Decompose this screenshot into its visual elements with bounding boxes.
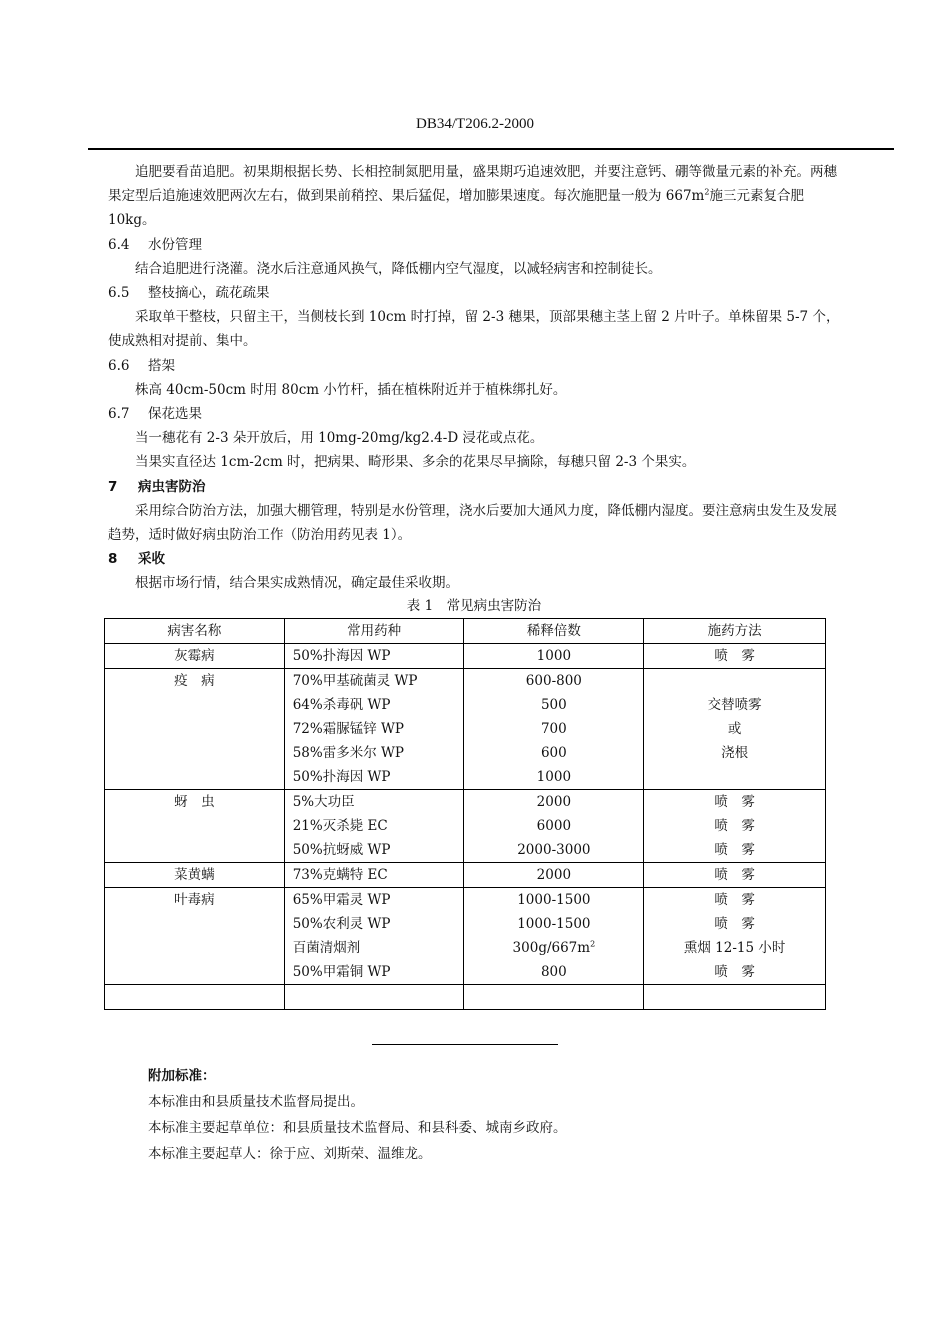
- drug-cell: 5%大功臣 21%灭杀毙 EC 50%抗蚜威 WP: [284, 790, 464, 863]
- header-cell: 病害名称: [105, 619, 285, 644]
- drug-cell: 73%克螨特 EC: [284, 863, 464, 888]
- dilution-cell: 2000 6000 2000-3000: [464, 790, 644, 863]
- section-heading: 6.4 水份管理: [108, 236, 202, 253]
- table-row: [105, 888, 826, 985]
- section-paragraph: 采用综合防治方法，加强大棚管理，特别是水份管理，浇水后要加大通风力度，降低棚内湿度。要注意病虫发生及发展趋势，适时做好病虫防治工作（防治用药见表 1）。: [108, 502, 837, 544]
- table-header-row: [105, 619, 826, 644]
- appendix-line: 本标准主要起草人：徐于应、刘斯荣、温维龙。: [148, 1146, 432, 1162]
- table-row: [105, 790, 826, 863]
- document-code-header: DB34/T206.2-2000: [416, 116, 534, 132]
- intro-paragraph: [108, 160, 840, 233]
- dilution-with-sup: $300g/667m^2$: [512, 939, 596, 956]
- table-empty-row: [105, 985, 826, 1010]
- end-rule: [372, 1044, 558, 1045]
- appendix-line: 本标准主要起草单位：和县质量技术监督局、和县科委、城南乡政府。: [148, 1120, 567, 1136]
- section-heading-bold: 8 采收: [108, 551, 165, 568]
- disease-name: 叶毒病: [105, 888, 285, 985]
- section-paragraph: 采取单干整枝，只留主干，当侧枝长到 10cm 时打掉，留 2-3 穗果，顶部果穗主茎上留 2 片叶子。单株留果 5-7 个，使成熟相对提前、集中。: [108, 309, 840, 350]
- disease-name: 疫 病: [105, 669, 285, 790]
- header-rule: [88, 148, 894, 150]
- intro-sup: 2: [704, 187, 710, 197]
- drug-cell: 50%扑海因 WP: [284, 644, 464, 669]
- intro-text-1: 追肥要看苗追肥。初果期根据长势、长相控制氮肥用量，盛果期巧追速效肥，并要注意钙、硼等微量元素的补充。两穗果定型后追施速效肥两次左右，做到果前稍控、果后猛促，增加膨果速度。每次施肥量一般为 667m: [108, 164, 837, 205]
- section-paragraph: 当果实直径达 1cm-2cm 时，把病果、畸形果、多余的花果尽早摘除，每穗只留 2-3 个果实。: [135, 454, 696, 471]
- table-row: [105, 863, 826, 888]
- drug-cell: 65%甲霜灵 WP 50%农利灵 WP 百菌清烟剂 50%甲霜铜 WP: [284, 888, 464, 985]
- disease-name: 菜黄螨: [105, 863, 285, 888]
- dilution-cell: 600-800 500 700 600 1000: [464, 669, 644, 790]
- table-caption: 表 1 常见病虫害防治: [406, 597, 542, 614]
- appendix: [148, 1063, 567, 1167]
- method-cell: 交替喷雾 或 浇根: [644, 669, 826, 790]
- table-row: [105, 644, 826, 669]
- section-heading: 6.6 搭架: [108, 357, 175, 374]
- disease-name: 蚜 虫: [105, 790, 285, 863]
- pest-control-table: [104, 618, 826, 1010]
- section-heading: 6.5 整枝摘心，疏花疏果: [108, 285, 270, 302]
- method-cell: 喷 雾: [644, 863, 826, 888]
- section-paragraph: 株高 40cm-50cm 时用 80cm 小竹杆，插在植株附近并于植株绑扎好。: [135, 381, 567, 398]
- method-cell: 喷 雾 喷 雾 喷 雾: [644, 790, 826, 863]
- header-cell: 稀释倍数: [464, 619, 644, 644]
- method-cell: 喷 雾 喷 雾 熏烟 12-15 小时 喷 雾: [644, 888, 826, 985]
- dilution-cell: 1000: [464, 644, 644, 669]
- body-content: [108, 160, 840, 616]
- section-paragraph: 结合追肥进行浇灌。浇水后注意通风换气，降低棚内空气湿度，以减轻病害和控制徒长。: [135, 260, 662, 277]
- section-paragraph: 根据市场行情，结合果实成熟情况，确定最佳采收期。: [135, 575, 459, 592]
- dilution-cell: 1000-1500 1000-1500 $300g/667m^2$ 800: [464, 888, 644, 985]
- drug-cell: 70%甲基硫菌灵 WP 64%杀毒矾 WP 72%霜脲锰锌 WP 58%雷多米尔 WP 50%扑海因 WP: [284, 669, 464, 790]
- section-heading-bold: 7 病虫害防治: [108, 478, 206, 495]
- disease-name: 灰霉病: [105, 644, 285, 669]
- section-heading: 6.7 保花选果: [108, 406, 202, 423]
- appendix-title: 附加标准：: [148, 1068, 216, 1084]
- table-row: [105, 669, 826, 790]
- method-cell: 喷 雾: [644, 644, 826, 669]
- dilution-cell: 2000: [464, 863, 644, 888]
- intro-text-2: 施三元素复合肥 10kg。: [108, 188, 804, 229]
- section-paragraph: 当一穗花有 2-3 朵开放后，用 10mg-20mg/kg2.4-D 浸花或点花。: [135, 430, 544, 447]
- header-cell: 施药方法: [644, 619, 826, 644]
- appendix-line: 本标准由和县质量技术监督局提出。: [148, 1094, 364, 1110]
- header-cell: 常用药种: [284, 619, 464, 644]
